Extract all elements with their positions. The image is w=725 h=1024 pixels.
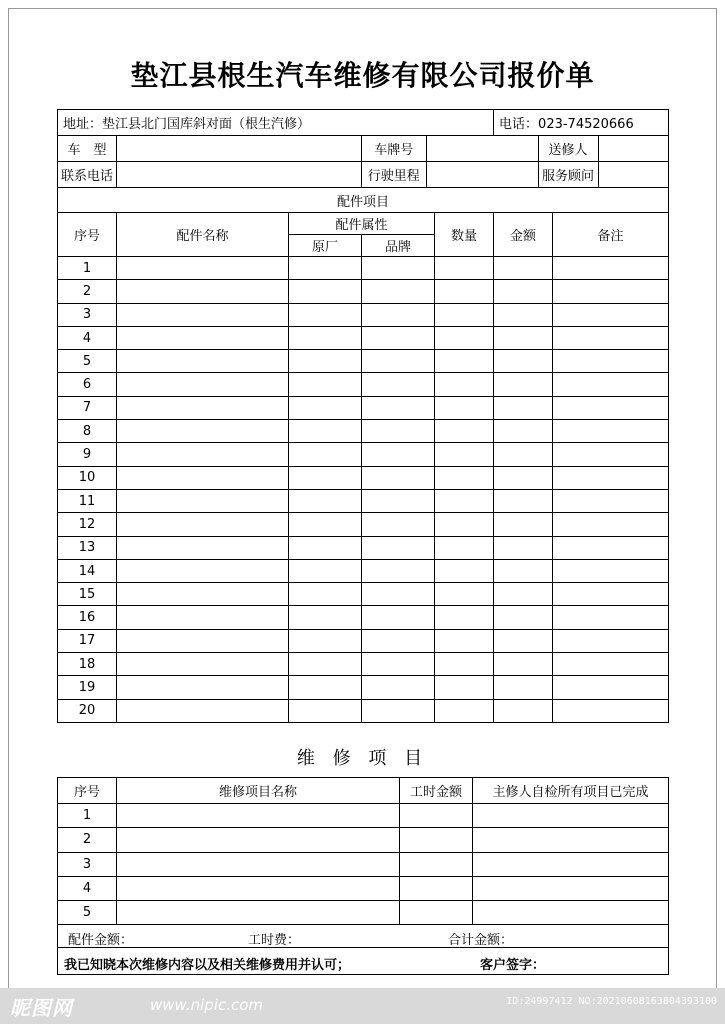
part-name-cell[interactable] <box>117 303 289 326</box>
amount-cell[interactable] <box>494 443 553 466</box>
repair-name-cell[interactable] <box>117 804 400 828</box>
sender-label: 送修人 <box>538 136 598 161</box>
note-cell[interactable] <box>553 396 669 419</box>
self-check-cell[interactable] <box>473 901 669 925</box>
repair-table-row <box>58 852 669 876</box>
repair-table-row <box>58 828 669 852</box>
parts-table-row <box>58 396 669 419</box>
repair-table-row <box>58 876 669 900</box>
row-number: 1 <box>58 257 117 280</box>
amount-cell[interactable] <box>494 420 553 443</box>
repair-section-title: 维 修 项 目 <box>296 748 429 769</box>
customer-sign-label: 客户签字： <box>480 958 546 974</box>
oem-cell[interactable] <box>289 466 362 489</box>
phone-cell: 电话：023-74520666 <box>494 110 669 136</box>
labor-amount-cell[interactable] <box>400 804 473 828</box>
watermark-logo: 昵图网 <box>10 996 73 1020</box>
qty-cell[interactable] <box>435 326 494 349</box>
parts-total-label: 配件金额： <box>68 933 134 948</box>
amount-cell[interactable] <box>494 699 553 722</box>
labor-amount-cell[interactable] <box>400 828 473 852</box>
repair-col-no-header: 序号 <box>58 778 117 804</box>
labor-fee-label: 工时费： <box>248 933 301 948</box>
advisor-label: 服务顾问 <box>538 162 598 187</box>
parts-table-row <box>58 373 669 396</box>
note-cell[interactable] <box>553 559 669 582</box>
amount-cell[interactable] <box>494 489 553 512</box>
amount-cell[interactable] <box>494 629 553 652</box>
labor-amount-cell[interactable] <box>400 876 473 900</box>
qty-cell[interactable] <box>435 489 494 512</box>
amount-cell[interactable] <box>494 513 553 536</box>
qty-cell[interactable] <box>435 513 494 536</box>
qty-cell[interactable] <box>435 280 494 303</box>
row-number: 5 <box>58 350 117 373</box>
part-name-cell[interactable] <box>117 396 289 419</box>
parts-table-row <box>58 303 669 326</box>
brand-cell[interactable] <box>362 466 435 489</box>
brand-cell[interactable] <box>362 303 435 326</box>
consent-text: 我已知晓本次维修内容以及相关维修费用并认可； <box>64 958 351 974</box>
brand-cell[interactable] <box>362 396 435 419</box>
part-name-cell[interactable] <box>117 373 289 396</box>
note-cell[interactable] <box>553 653 669 676</box>
row-number: 9 <box>58 443 117 466</box>
labor-amount-cell[interactable] <box>400 852 473 876</box>
repair-table-row <box>58 804 669 828</box>
car-type-label: 车 型 <box>58 136 117 162</box>
parts-table-row <box>58 536 669 559</box>
parts-table-row <box>58 653 669 676</box>
oem-cell[interactable] <box>289 443 362 466</box>
page-title: 垫江县根生汽车维修有限公司报价单 <box>130 59 595 92</box>
row-number: 19 <box>58 676 117 699</box>
note-cell[interactable] <box>553 513 669 536</box>
contact-label: 联系电话 <box>58 162 117 188</box>
amount-cell[interactable] <box>494 396 553 419</box>
brand-cell[interactable] <box>362 676 435 699</box>
sender-field[interactable] <box>598 136 668 161</box>
address-cell: 地址：垫江县北门国库斜对面（根生汽修） <box>58 110 494 136</box>
parts-table-row <box>58 629 669 652</box>
brand-cell[interactable] <box>362 373 435 396</box>
col-note-header: 备注 <box>553 213 669 257</box>
parts-table-row <box>58 280 669 303</box>
oem-cell[interactable] <box>289 373 362 396</box>
amount-cell[interactable] <box>494 280 553 303</box>
row-number: 11 <box>58 489 117 512</box>
oem-cell[interactable] <box>289 280 362 303</box>
oem-cell[interactable] <box>289 653 362 676</box>
amount-cell[interactable] <box>494 653 553 676</box>
amount-cell[interactable] <box>494 326 553 349</box>
row-number: 8 <box>58 420 117 443</box>
brand-cell[interactable] <box>362 420 435 443</box>
amount-cell[interactable] <box>494 583 553 606</box>
repair-name-cell[interactable] <box>117 901 400 925</box>
note-cell[interactable] <box>553 420 669 443</box>
info-row-2-right <box>362 162 669 188</box>
row-number: 20 <box>58 699 117 722</box>
note-cell[interactable] <box>553 326 669 349</box>
totals-row <box>58 925 669 948</box>
parts-table-row <box>58 350 669 373</box>
note-cell[interactable] <box>553 536 669 559</box>
self-check-cell[interactable] <box>473 876 669 900</box>
oem-cell[interactable] <box>289 326 362 349</box>
brand-cell[interactable] <box>362 350 435 373</box>
oem-cell[interactable] <box>289 396 362 419</box>
qty-cell[interactable] <box>435 653 494 676</box>
parts-table-row <box>58 443 669 466</box>
row-number: 15 <box>58 583 117 606</box>
repair-col-labor-header: 工时金额 <box>400 778 473 804</box>
part-name-cell[interactable] <box>117 653 289 676</box>
row-number: 13 <box>58 536 117 559</box>
row-number: 7 <box>58 396 117 419</box>
brand-cell[interactable] <box>362 280 435 303</box>
row-number: 1 <box>58 804 117 828</box>
col-attr-header: 配件属性 <box>289 213 435 235</box>
qty-cell[interactable] <box>435 303 494 326</box>
part-name-cell[interactable] <box>117 513 289 536</box>
qty-cell[interactable] <box>435 466 494 489</box>
plate-label: 车牌号 <box>362 136 426 161</box>
brand-cell[interactable] <box>362 629 435 652</box>
parts-table-row <box>58 420 669 443</box>
brand-cell[interactable] <box>362 443 435 466</box>
col-brand-header: 品牌 <box>362 235 435 257</box>
parts-table-row <box>58 676 669 699</box>
part-name-cell[interactable] <box>117 583 289 606</box>
repair-name-cell[interactable] <box>117 852 400 876</box>
parts-quote-table <box>57 109 669 723</box>
oem-cell[interactable] <box>289 303 362 326</box>
part-name-cell[interactable] <box>117 280 289 303</box>
mileage-field[interactable] <box>426 162 538 187</box>
amount-cell[interactable] <box>494 350 553 373</box>
amount-cell[interactable] <box>494 303 553 326</box>
oem-cell[interactable] <box>289 489 362 512</box>
oem-cell[interactable] <box>289 513 362 536</box>
repair-name-cell[interactable] <box>117 876 400 900</box>
parts-table-row <box>58 559 669 582</box>
row-number: 5 <box>58 901 117 925</box>
part-name-cell[interactable] <box>117 606 289 629</box>
row-number: 10 <box>58 466 117 489</box>
row-number: 4 <box>58 876 117 900</box>
oem-cell[interactable] <box>289 676 362 699</box>
col-no-header: 序号 <box>58 213 117 257</box>
note-cell[interactable] <box>553 466 669 489</box>
consent-row <box>58 948 669 975</box>
brand-cell[interactable] <box>362 513 435 536</box>
part-name-cell[interactable] <box>117 257 289 280</box>
part-name-cell[interactable] <box>117 489 289 512</box>
parts-table-row <box>58 699 669 722</box>
row-number: 12 <box>58 513 117 536</box>
qty-cell[interactable] <box>435 420 494 443</box>
note-cell[interactable] <box>553 629 669 652</box>
note-cell[interactable] <box>553 350 669 373</box>
repair-table-row <box>58 901 669 925</box>
qty-cell[interactable] <box>435 676 494 699</box>
oem-cell[interactable] <box>289 699 362 722</box>
amount-cell[interactable] <box>494 559 553 582</box>
watermark-url: www.nipic.com <box>150 996 264 1014</box>
note-cell[interactable] <box>553 373 669 396</box>
col-amount-header: 金额 <box>494 213 553 257</box>
note-cell[interactable] <box>553 676 669 699</box>
info-row-1-right <box>362 136 669 162</box>
row-number: 14 <box>58 559 117 582</box>
part-name-cell[interactable] <box>117 629 289 652</box>
part-name-cell[interactable] <box>117 466 289 489</box>
brand-cell[interactable] <box>362 583 435 606</box>
col-qty-header: 数量 <box>435 213 494 257</box>
self-check-cell[interactable] <box>473 804 669 828</box>
col-part-name-header: 配件名称 <box>117 213 289 257</box>
self-check-cell[interactable] <box>473 828 669 852</box>
note-cell[interactable] <box>553 583 669 606</box>
part-name-cell[interactable] <box>117 559 289 582</box>
amount-cell[interactable] <box>494 676 553 699</box>
row-number: 6 <box>58 373 117 396</box>
part-name-cell[interactable] <box>117 536 289 559</box>
note-cell[interactable] <box>553 443 669 466</box>
row-number: 18 <box>58 653 117 676</box>
oem-cell[interactable] <box>289 583 362 606</box>
qty-cell[interactable] <box>435 536 494 559</box>
qty-cell[interactable] <box>435 373 494 396</box>
repair-items-table <box>57 777 669 975</box>
oem-cell[interactable] <box>289 350 362 373</box>
part-name-cell[interactable] <box>117 326 289 349</box>
note-cell[interactable] <box>553 280 669 303</box>
amount-cell[interactable] <box>494 606 553 629</box>
advisor-field[interactable] <box>598 162 668 187</box>
brand-cell[interactable] <box>362 489 435 512</box>
parts-table-row <box>58 326 669 349</box>
qty-cell[interactable] <box>435 699 494 722</box>
note-cell[interactable] <box>553 303 669 326</box>
brand-cell[interactable] <box>362 257 435 280</box>
brand-cell[interactable] <box>362 606 435 629</box>
repair-col-check-header: 主修人自检所有项目已完成 <box>473 778 669 804</box>
qty-cell[interactable] <box>435 257 494 280</box>
amount-cell[interactable] <box>494 257 553 280</box>
amount-cell[interactable] <box>494 466 553 489</box>
amount-cell[interactable] <box>494 373 553 396</box>
brand-cell[interactable] <box>362 326 435 349</box>
labor-amount-cell[interactable] <box>400 901 473 925</box>
self-check-cell[interactable] <box>473 852 669 876</box>
note-cell[interactable] <box>553 489 669 512</box>
brand-cell[interactable] <box>362 559 435 582</box>
oem-cell[interactable] <box>289 629 362 652</box>
qty-cell[interactable] <box>435 396 494 419</box>
row-number: 2 <box>58 828 117 852</box>
amount-cell[interactable] <box>494 536 553 559</box>
part-name-cell[interactable] <box>117 420 289 443</box>
part-name-cell[interactable] <box>117 443 289 466</box>
qty-cell[interactable] <box>435 629 494 652</box>
watermark-id: ID:24997412 NO:20210608163804393100 <box>506 996 717 1007</box>
mileage-label: 行驶里程 <box>362 162 426 187</box>
row-number: 3 <box>58 303 117 326</box>
qty-cell[interactable] <box>435 606 494 629</box>
qty-cell[interactable] <box>435 350 494 373</box>
note-cell[interactable] <box>553 699 669 722</box>
oem-cell[interactable] <box>289 559 362 582</box>
row-number: 3 <box>58 852 117 876</box>
col-oem-header: 原厂 <box>289 235 362 257</box>
row-number: 16 <box>58 606 117 629</box>
repair-col-name-header: 维修项目名称 <box>117 778 400 804</box>
part-name-cell[interactable] <box>117 699 289 722</box>
row-number: 2 <box>58 280 117 303</box>
plate-field[interactable] <box>426 136 538 161</box>
row-number: 17 <box>58 629 117 652</box>
parts-table-row <box>58 583 669 606</box>
brand-cell[interactable] <box>362 653 435 676</box>
car-type-field[interactable] <box>117 136 362 162</box>
note-cell[interactable] <box>553 257 669 280</box>
qty-cell[interactable] <box>435 443 494 466</box>
brand-cell[interactable] <box>362 699 435 722</box>
repair-name-cell[interactable] <box>117 828 400 852</box>
contact-field[interactable] <box>117 162 362 188</box>
qty-cell[interactable] <box>435 583 494 606</box>
row-number: 4 <box>58 326 117 349</box>
qty-cell[interactable] <box>435 559 494 582</box>
brand-cell[interactable] <box>362 536 435 559</box>
parts-table-row <box>58 489 669 512</box>
parts-table-row <box>58 513 669 536</box>
oem-cell[interactable] <box>289 420 362 443</box>
parts-section-title: 配件项目 <box>58 188 669 213</box>
oem-cell[interactable] <box>289 606 362 629</box>
parts-table-row <box>58 466 669 489</box>
oem-cell[interactable] <box>289 536 362 559</box>
grand-total-label: 合计金额： <box>448 933 514 948</box>
part-name-cell[interactable] <box>117 350 289 373</box>
note-cell[interactable] <box>553 606 669 629</box>
parts-table-row <box>58 257 669 280</box>
oem-cell[interactable] <box>289 257 362 280</box>
parts-table-row <box>58 606 669 629</box>
part-name-cell[interactable] <box>117 676 289 699</box>
